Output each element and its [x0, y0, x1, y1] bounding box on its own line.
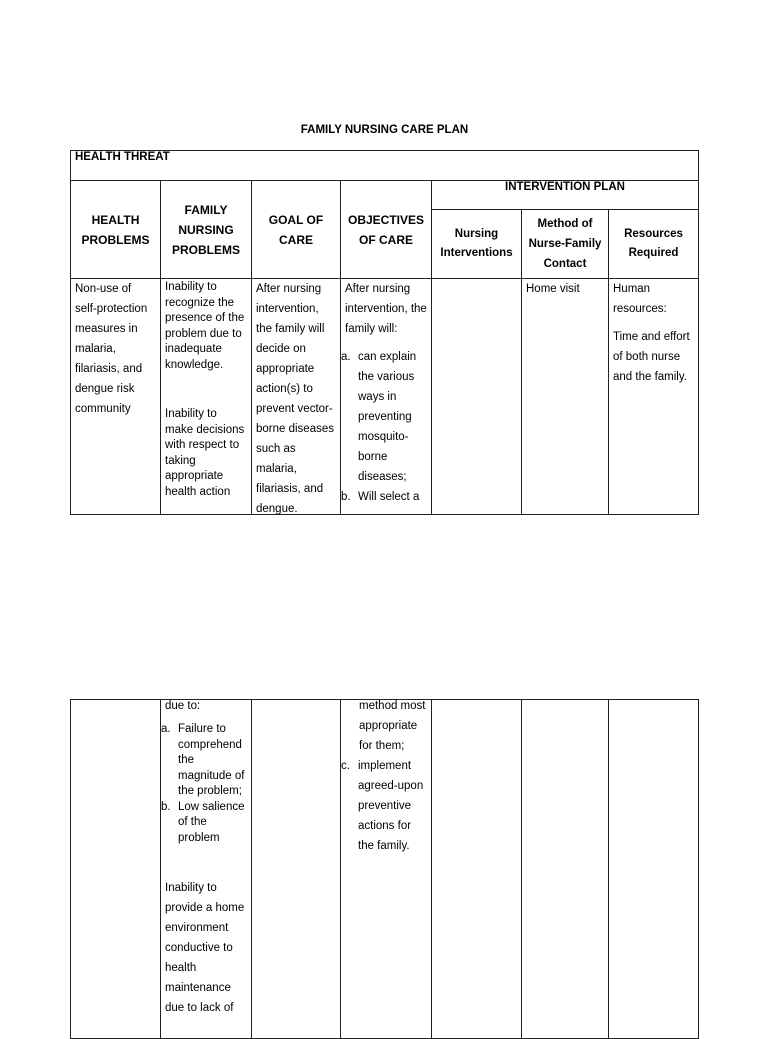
col-header-goal-of-care: GOAL OF CARE — [251, 180, 341, 279]
nursing-interventions-cell — [431, 278, 522, 515]
health-threat-row — [70, 150, 699, 181]
goal-of-care-cell-cont — [251, 699, 341, 1039]
fnp-cont-b: b. Low salience of the problem — [161, 800, 245, 844]
col-header-health-problems: HEALTH PROBLEMS — [70, 180, 161, 279]
method-contact-cell — [521, 278, 609, 515]
objective-c: c. implement agreed-upon preventive actions for the family. — [341, 760, 424, 852]
objectives-cell — [340, 278, 432, 515]
col-header-nursing-interventions: Nursing Interventions — [431, 209, 522, 279]
fnp-text-2: Inability to make decisions with respect to taking appropriate health action — [165, 408, 245, 498]
resources-text-2: Time and effort of both nurse and the family. — [613, 331, 690, 383]
col-header-resources-required: Resources Required — [608, 209, 699, 279]
resources-text-1: Human resources: — [613, 283, 667, 315]
page-title: FAMILY NURSING CARE PLAN — [300, 124, 469, 136]
health-problem-text: Non-use of self-protection measures in malaria, filariasis, and dengue risk community — [75, 283, 148, 415]
fnp-text-3: Inability to provide a home environment conductive to health maintenance due to lack of — [165, 882, 245, 1014]
family-nursing-problem-cell — [160, 278, 252, 515]
objectives-intro: After nursing intervention, the family will: — [345, 283, 427, 335]
resources-cell-cont — [608, 699, 699, 1039]
fnp-cont-a: a. Failure to comprehend the magnitude of the problem; — [161, 723, 245, 797]
col-header-family-nursing-problems: FAMILY NURSING PROBLEMS — [160, 180, 252, 279]
objective-a: a. can explain the various ways in preventing mosquito-borne diseases; — [341, 351, 417, 483]
fnp-text-1: Inability to recognize the presence of the problem due to inadequate knowledge. — [165, 281, 245, 371]
resources-cell — [608, 278, 699, 515]
col-header-objectives-of-care: OBJECTIVES OF CARE — [340, 180, 432, 279]
health-threat-label: HEALTH THREAT — [75, 151, 170, 163]
objective-b: b. Will select a — [341, 491, 420, 503]
fnp-cont-text: due to: — [165, 700, 201, 712]
goal-text: After nursing intervention, the family will decide on appropriate action(s) to prevent vector-borne diseases such as malaria, filariasis, and dengue. — [256, 283, 334, 515]
health-problem-cell-cont — [70, 699, 161, 1039]
method-contact-cell-cont — [521, 699, 609, 1039]
col-header-intervention-plan: INTERVENTION PLAN — [431, 180, 699, 210]
objectives-cell-cont — [340, 699, 432, 1039]
objective-b-cont: method most appropriate for them; — [359, 700, 426, 752]
health-problem-cell — [70, 278, 161, 515]
nursing-interventions-cell-cont — [431, 699, 522, 1039]
family-nursing-problem-cell-cont — [160, 699, 252, 1039]
col-header-method-contact: Method of Nurse-Family Contact — [521, 209, 609, 279]
goal-of-care-cell — [251, 278, 341, 515]
method-text: Home visit — [526, 283, 580, 295]
